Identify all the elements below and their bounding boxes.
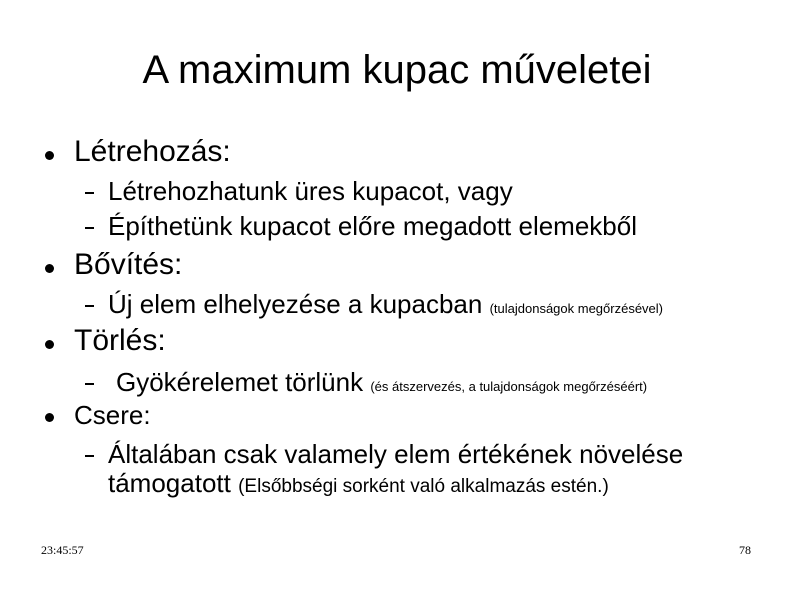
subitem-line — [108, 289, 663, 324]
item-label-bovites: Bővítés: — [74, 248, 183, 281]
subitem-line — [116, 367, 647, 402]
dash-icon — [85, 192, 94, 194]
bullet-icon — [45, 264, 54, 273]
item-label-torles: Törlés: — [74, 324, 166, 357]
subitem-note: (és átszervezés, a tulajdonságok megőrzéséért) — [370, 379, 648, 394]
subitem-line — [108, 468, 609, 502]
footer-time: 23:45:57 — [41, 543, 84, 557]
bullet-icon — [45, 151, 54, 160]
item-label-csere: Csere: — [74, 400, 151, 430]
footer-page-number: 78 — [739, 543, 751, 557]
dash-icon — [85, 383, 94, 385]
subitem-note: (Elsőbbségi sorként való alkalmazás estén.) — [238, 476, 609, 497]
bullet-icon — [45, 340, 54, 349]
dash-icon — [85, 227, 94, 229]
subitem-note: (tulajdonságok megőrzésével) — [489, 301, 664, 316]
subitem-text: támogatott — [108, 468, 231, 498]
subitem-text: Építhetünk kupacot előre megadott elemekből — [108, 211, 638, 241]
subitem-text: Általában csak valamely elem értékének növelése — [108, 439, 684, 469]
subitem-text: Létrehozhatunk üres kupacot, vagy — [108, 176, 513, 206]
subitem-text: Gyökérelemet törlünk — [116, 367, 364, 397]
dash-icon — [85, 305, 94, 307]
bullet-icon — [45, 413, 54, 422]
subitem-text: Új elem elhelyezése a kupacban — [108, 289, 483, 319]
slide-title: A maximum kupac műveletei — [142, 48, 652, 92]
dash-icon — [85, 455, 94, 457]
item-label-letrehozas: Létrehozás: — [74, 135, 231, 168]
